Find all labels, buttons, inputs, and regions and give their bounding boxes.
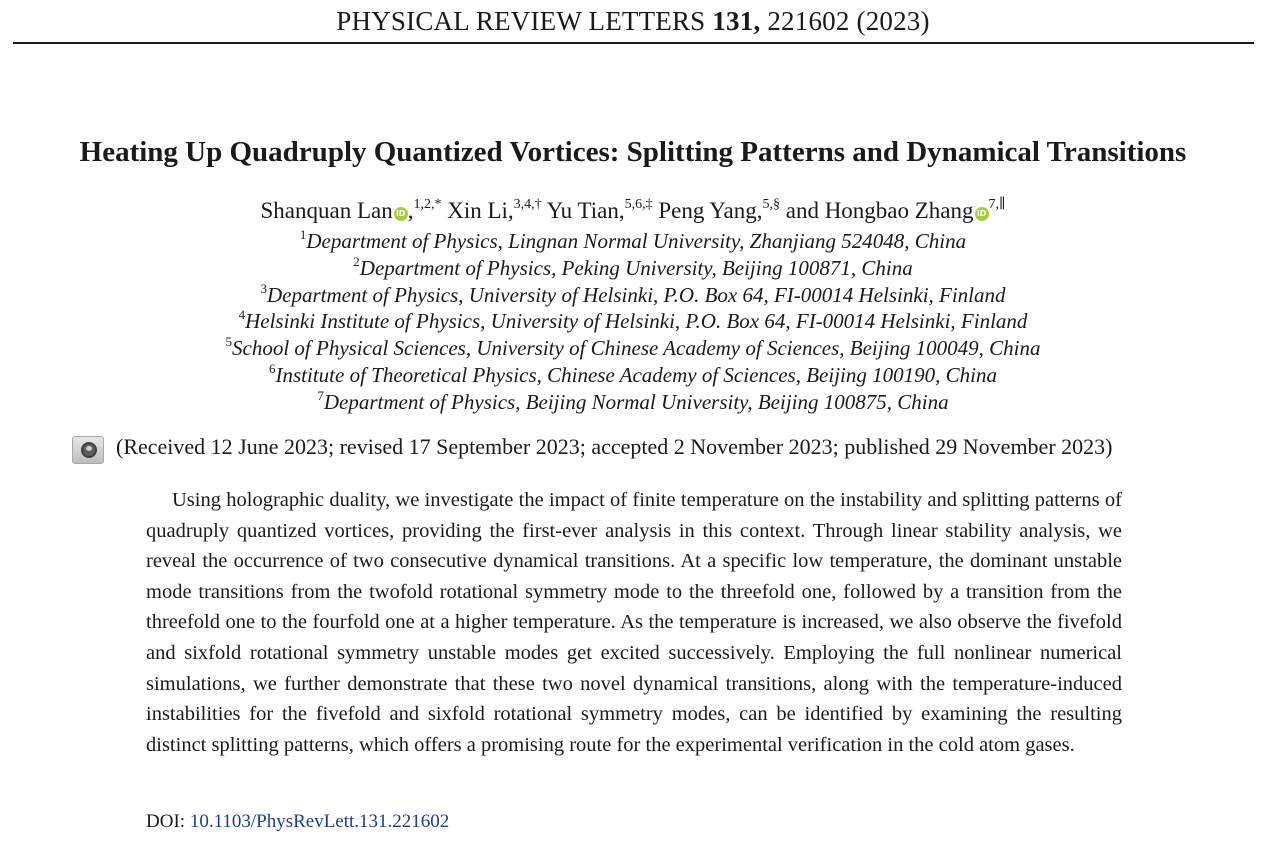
affiliation-7	[0, 389, 1266, 416]
affiliation-number: 7	[317, 387, 324, 403]
header-rule	[13, 42, 1254, 44]
affiliation-number: 3	[260, 280, 267, 296]
journal-volume: 131,	[712, 6, 761, 36]
affiliation-4	[0, 308, 1266, 335]
author-name: Xin Li,	[447, 198, 514, 223]
affiliation-text: Department of Physics, Peking University, Beijing 100871, China	[359, 255, 913, 280]
journal-name: PHYSICAL REVIEW LETTERS	[336, 6, 706, 36]
abstract	[146, 485, 1122, 760]
affiliation-text: Department of Physics, University of Helsinki, P.O. Box 64, FI-00014 Helsinki, Finland	[266, 282, 1006, 307]
affiliation-text: Helsinki Institute of Physics, University of Helsinki, P.O. Box 64, FI-00014 Helsinki, Finland	[245, 309, 1028, 334]
author-name: Peng Yang,	[658, 198, 763, 223]
author-name: Yu Tian,	[546, 198, 625, 223]
orcid-icon[interactable]: iD	[975, 207, 989, 221]
affiliation-3	[0, 282, 1266, 309]
crossmark-icon[interactable]	[72, 436, 104, 464]
doi-link[interactable]: 10.1103/PhysRevLett.131.221602	[189, 811, 450, 832]
author-affiliation-marks: 5,§	[762, 197, 780, 212]
doi-line	[146, 811, 449, 833]
abstract-text: Using holographic duality, we investigate the impact of finite temperature on the instability and splitting patterns of quadruply quantized vortices, providing the first-ever analysis in this context. Through linear stability analysis, we reveal the occurrence of two consecutive dynamical transitions. At a specific low temperature, the dominant unstable mode transitions from the twofold rotational symmetry mode to the threefold one, followed by a transition from the threefold one to the fourfold one at a higher temperature. As the temperature is increased, we also observe the fivefold and sixfold rotational symmetry unstable modes get excited successively. Employing the full nonlinear numerical simulations, we further demonstrate that these two novel dynamical transitions, along with the temperature-induced instabilities for the fivefold and sixfold rotational symmetry modes, can be identified by examining the resulting distinct splitting patterns, which offers a promising route for the experimental verification in the cold atom gases.	[146, 489, 1122, 756]
author	[547, 198, 653, 223]
running-head	[0, 6, 1266, 37]
author-affiliation-marks: 5,6,‡	[624, 197, 653, 212]
publication-dates: (Received 12 June 2023; revised 17 September 2023; accepted 2 November 2023; published 29 November 2023)	[116, 434, 1113, 459]
author-name: Shanquan Lan	[260, 198, 393, 223]
affiliation-number: 2	[353, 253, 360, 269]
affiliation-number: 5	[225, 334, 232, 350]
affiliation-1	[0, 228, 1266, 255]
affiliation-list	[0, 228, 1266, 416]
author-affiliation-marks: 3,4,†	[513, 197, 542, 212]
article-number: 221602 (2023)	[767, 6, 930, 36]
author	[786, 198, 1006, 223]
affiliation-number: 4	[238, 307, 246, 323]
author	[447, 198, 541, 223]
paper-title: Heating Up Quadruply Quantized Vortices: Splitting Patterns and Dynamical Transitions	[79, 136, 1187, 168]
affiliation-6	[0, 362, 1266, 389]
affiliation-text: Department of Physics, Beijing Normal University, Beijing 100875, China	[323, 389, 949, 414]
affiliation-number: 1	[299, 227, 307, 242]
doi-label: DOI:	[146, 811, 186, 832]
author-affiliation-marks: 7,∥	[988, 197, 1006, 212]
affiliation-2	[0, 255, 1266, 282]
affiliation-5	[0, 335, 1266, 362]
author-name: and Hongbao Zhang	[785, 198, 974, 223]
author: Shanquan Lan iD ,$^{1,2,*}$	[260, 197, 442, 223]
affiliation-number: 6	[269, 360, 276, 376]
affiliation-text: School of Physical Sciences, University of Chinese Academy of Sciences, Beijing 100049, China	[232, 336, 1041, 361]
author-list	[0, 198, 1266, 224]
author-affiliation-marks: 1,2,*	[413, 197, 442, 212]
affiliation-text: Department of Physics, Lingnan Normal University, Zhanjiang 524048, China	[306, 229, 967, 253]
author	[658, 198, 780, 223]
orcid-icon[interactable]: iD	[394, 207, 408, 221]
affiliation-text: Institute of Theoretical Physics, Chinese Academy of Sciences, Beijing 100190, China	[275, 362, 997, 387]
